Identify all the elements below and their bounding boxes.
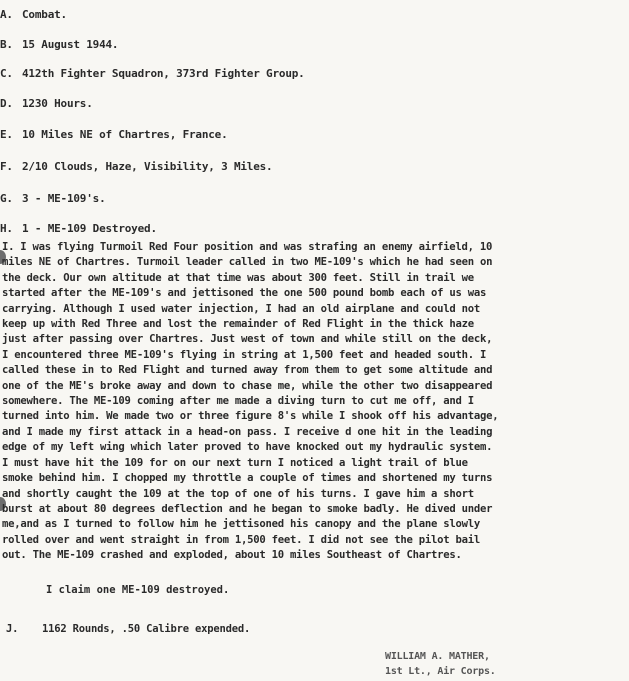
narrative-line: called these in to Red Flight and turned away from them to get some altitude and bbox=[2, 364, 493, 377]
item-b: B. 15 August 1944. bbox=[0, 38, 119, 51]
narrative-line: keep up with Red Three and lost the remainder of Red Flight in the thick haze bbox=[2, 318, 474, 331]
narrative-line: out. The ME-109 crashed and exploded, about 10 miles Southeast of Chartres. bbox=[2, 549, 462, 562]
item-d: D. 1230 Hours. bbox=[0, 97, 93, 110]
narrative-line: I encountered three ME-109's flying in string at 1,500 feet and headed south. I bbox=[2, 348, 487, 361]
narrative-line: smoke behind him. I chopped my throttle a couple of times and shortened my turns bbox=[2, 472, 493, 485]
item-j: J. 1162 Rounds, .50 Calibre expended. bbox=[6, 623, 251, 635]
item-g: G. 3 - ME-109's. bbox=[0, 192, 106, 205]
item-c: C. 412th Fighter Squadron, 373rd Fighter Group. bbox=[0, 67, 305, 80]
narrative-line: me,and as I turned to follow him he jettisoned his canopy and the plane slowly bbox=[2, 518, 480, 531]
narrative-line: and I made my first attack in a head-on pass. I receive d one hit in the leading bbox=[2, 425, 493, 438]
narrative bbox=[2, 240, 624, 564]
narrative-line: carrying. Although I used water injection, I had an old airplane and could not bbox=[2, 302, 480, 315]
narrative-line: one of the ME's broke away and down to chase me, while the other two disappeared bbox=[2, 379, 493, 392]
narrative-line: the deck. Our own altitude at that time was about 300 feet. Still in trail we bbox=[2, 271, 474, 284]
narrative-line: burst at about 80 degrees deflection and he began to smoke badly. He dived under bbox=[2, 502, 493, 515]
narrative-line: I. I was flying Turmoil Red Four position and was strafing an enemy airfield, 10 bbox=[2, 241, 493, 253]
signature-rank: 1st Lt., Air Corps. bbox=[385, 666, 496, 677]
narrative-line: I must have hit the 109 for on our next turn I noticed a light trail of blue bbox=[2, 456, 468, 469]
item-a: A. Combat. bbox=[0, 8, 67, 21]
signature-name: WILLIAM A. MATHER, bbox=[385, 651, 490, 662]
claim-statement: I claim one ME-109 destroyed. bbox=[46, 584, 230, 596]
narrative-line: turned into him. We made two or three figure 8's while I shook off his advantage, bbox=[2, 410, 499, 423]
narrative-line: somewhere. The ME-109 coming after me made a diving turn to cut me off, and I bbox=[2, 395, 474, 408]
narrative-line: started after the ME-109's and jettisoned the one 500 pound bomb each of us was bbox=[2, 287, 487, 300]
narrative-line: edge of my left wing which later proved to have knocked out my hydraulic system. bbox=[2, 441, 493, 454]
item-h: H. 1 - ME-109 Destroyed. bbox=[0, 222, 157, 235]
item-f: F. 2/10 Clouds, Haze, Visibility, 3 Miles. bbox=[0, 160, 273, 173]
narrative-line: miles NE of Chartres. Turmoil leader called in two ME-109's which he had seen on bbox=[2, 256, 493, 269]
narrative-line: just after passing over Chartres. Just west of town and while still on the deck, bbox=[2, 333, 493, 346]
narrative-line: and shortly caught the 109 at the top of one of his turns. I gave him a short bbox=[2, 487, 474, 500]
narrative-line: rolled over and went straight in from 1,500 feet. I did not see the pilot bail bbox=[2, 533, 480, 546]
item-e: E. 10 Miles NE of Chartres, France. bbox=[0, 128, 228, 141]
